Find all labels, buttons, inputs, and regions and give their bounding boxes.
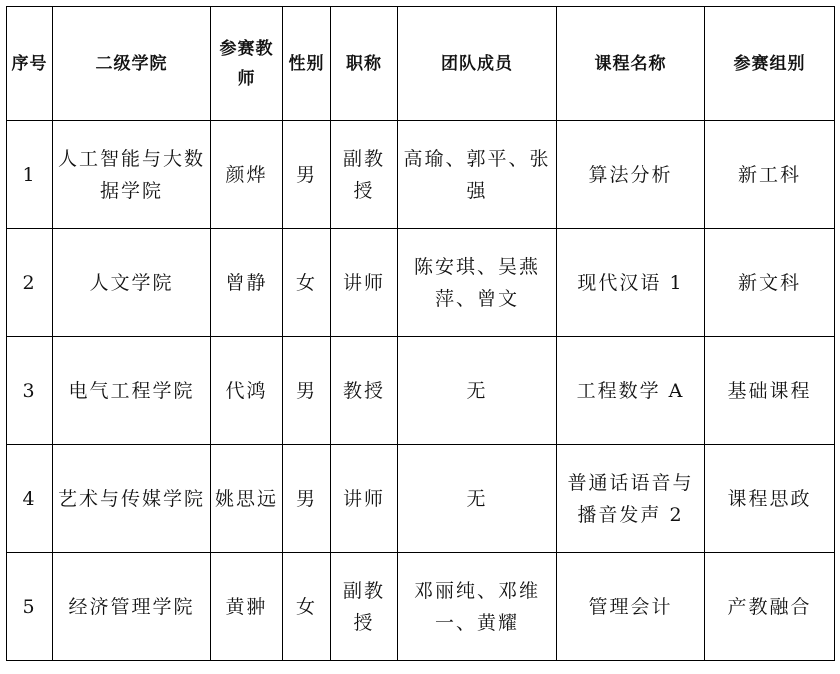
- cell-course: 管理会计: [557, 553, 705, 661]
- table-row: [7, 337, 835, 445]
- cell-title: 讲师: [331, 445, 398, 553]
- cell-team: 陈安琪、吴燕萍、曾文: [398, 229, 557, 337]
- header-group: 参赛组别: [705, 7, 835, 121]
- cell-title: 教授: [331, 337, 398, 445]
- cell-course: 现代汉语 1: [557, 229, 705, 337]
- cell-index: 5: [7, 553, 53, 661]
- cell-group: 新文科: [705, 229, 835, 337]
- header-gender: 性别: [283, 7, 331, 121]
- cell-teacher: 曾静: [211, 229, 283, 337]
- cell-title: 副教授: [331, 553, 398, 661]
- cell-college: 经济管理学院: [53, 553, 211, 661]
- table-row: [7, 445, 835, 553]
- cell-gender: 女: [283, 553, 331, 661]
- cell-group: 产教融合: [705, 553, 835, 661]
- cell-gender: 女: [283, 229, 331, 337]
- cell-course: 工程数学 A: [557, 337, 705, 445]
- cell-college: 人工智能与大数据学院: [53, 121, 211, 229]
- header-course: 课程名称: [557, 7, 705, 121]
- header-title: 职称: [331, 7, 398, 121]
- header-teacher: 参赛教师: [211, 7, 283, 121]
- cell-group: 课程思政: [705, 445, 835, 553]
- cell-group: 新工科: [705, 121, 835, 229]
- cell-gender: 男: [283, 337, 331, 445]
- cell-gender: 男: [283, 445, 331, 553]
- table-row: [7, 553, 835, 661]
- cell-index: 4: [7, 445, 53, 553]
- cell-teacher: 颜烨: [211, 121, 283, 229]
- cell-college: 人文学院: [53, 229, 211, 337]
- cell-team: 无: [398, 337, 557, 445]
- cell-college: 艺术与传媒学院: [53, 445, 211, 553]
- cell-team: 无: [398, 445, 557, 553]
- cell-team: 高瑜、郭平、张强: [398, 121, 557, 229]
- table-row: [7, 229, 835, 337]
- cell-course: 普通话语音与播音发声 2: [557, 445, 705, 553]
- cell-gender: 男: [283, 121, 331, 229]
- header-college: 二级学院: [53, 7, 211, 121]
- cell-index: 2: [7, 229, 53, 337]
- cell-index: 3: [7, 337, 53, 445]
- table-row: [7, 121, 835, 229]
- cell-group: 基础课程: [705, 337, 835, 445]
- cell-teacher: 黄翀: [211, 553, 283, 661]
- cell-college: 电气工程学院: [53, 337, 211, 445]
- header-index: 序号: [7, 7, 53, 121]
- cell-team: 邓丽纯、邓维一、黄耀: [398, 553, 557, 661]
- cell-title: 副教授: [331, 121, 398, 229]
- cell-teacher: 代鸿: [211, 337, 283, 445]
- header-team: 团队成员: [398, 7, 557, 121]
- cell-index: 1: [7, 121, 53, 229]
- cell-teacher: 姚思远: [211, 445, 283, 553]
- cell-title: 讲师: [331, 229, 398, 337]
- competition-table: [6, 6, 835, 661]
- header-row: [7, 7, 835, 121]
- cell-course: 算法分析: [557, 121, 705, 229]
